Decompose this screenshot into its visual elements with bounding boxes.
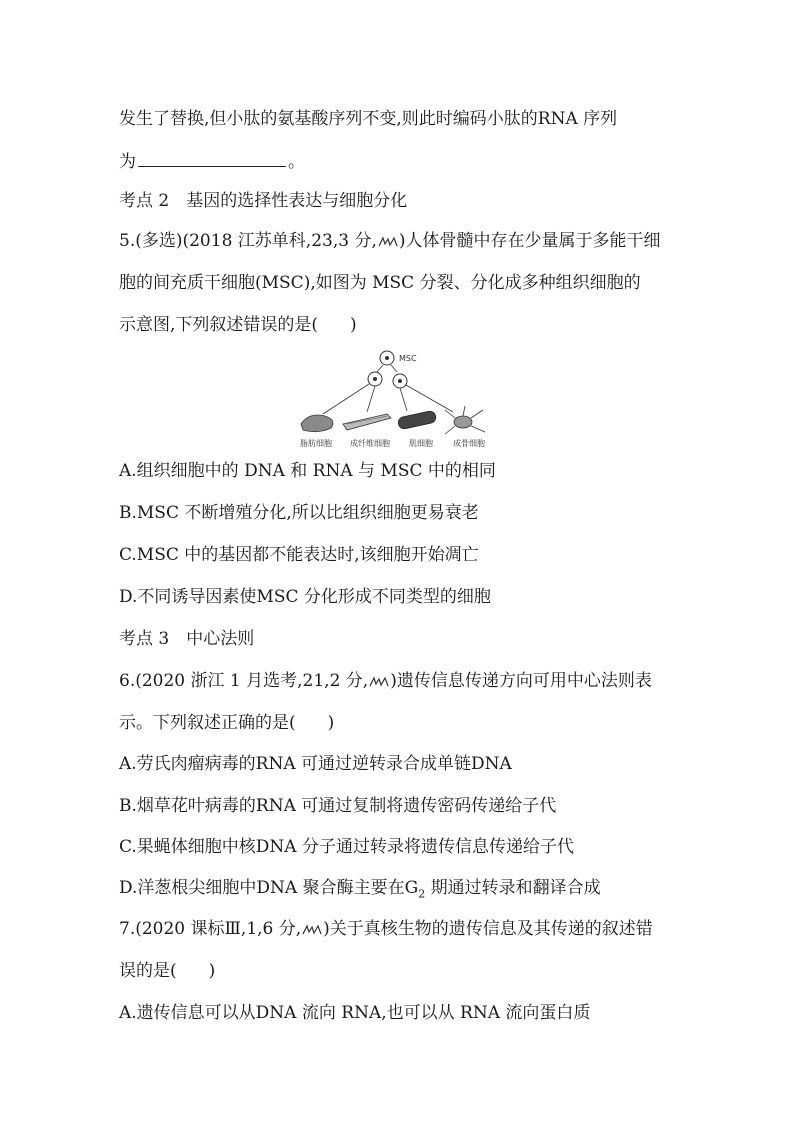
muscle-cell-icon: [397, 410, 437, 430]
text: 为: [119, 152, 136, 172]
msc-label: MSC: [399, 354, 417, 363]
option-b: B.烟草花叶病毒的RNA 可通过复制将遗传密码传递给子代: [119, 796, 557, 816]
cell-label: 肌细胞: [409, 439, 433, 448]
option-d: D.不同诱导因素使MSC 分化形成不同类型的细胞: [119, 587, 491, 607]
text-line: 发生了替换,但小肽的氨基酸序列不变,则此时编码小肽的RNA 序列: [119, 109, 618, 129]
text: 示。下列叙述正确的是(: [119, 713, 296, 733]
text: 示意图,下列叙述错误的是(: [119, 315, 319, 335]
option-a: A.遗传信息可以从DNA 流向 RNA,也可以从 RNA 流向蛋白质: [119, 1003, 591, 1023]
text: 6.(2020 浙江 1 月选考,21,2 分,: [119, 671, 369, 691]
option-b: B.MSC 不断增殖分化,所以比组织细胞更易衰老: [119, 503, 479, 523]
question-5-stem: [119, 230, 661, 252]
difficulty-stars-icon: [368, 676, 390, 688]
fat-cell-icon: [301, 415, 333, 432]
question-6-stem-2: [119, 712, 334, 734]
text: )关于真核生物的遗传信息及其传递的叙述错: [323, 919, 653, 939]
cell-label: 脂肪细胞: [300, 439, 332, 448]
option-d: [119, 877, 601, 905]
text: 5.(多选)(2018 江苏单科,23,3 分,: [119, 231, 377, 251]
osteocyte-icon: [445, 406, 485, 434]
question-6-stem: [119, 670, 652, 692]
text: ): [350, 315, 357, 335]
cell-label: 成骨细胞: [453, 439, 485, 448]
answer-blank[interactable]: [138, 150, 286, 167]
option-a: A.劳氏肉瘤病毒的RNA 可通过逆转录合成单链DNA: [119, 754, 512, 774]
question-5-stem-3: [119, 314, 357, 336]
text: )人体骨髓中存在少量属于多能干细: [398, 231, 661, 251]
subscript: 2: [418, 887, 426, 901]
text: ): [327, 713, 335, 733]
msc-differentiation-diagram: [295, 348, 500, 450]
section-heading: 考点 3 中心法则: [119, 629, 255, 649]
text: 7.(2020 课标Ⅲ,1,6 分,: [119, 919, 302, 939]
text: )遗传信息传递方向可用中心法则表: [390, 671, 652, 691]
section-heading: 考点 2 基因的选择性表达与细胞分化: [119, 191, 408, 211]
question-7-stem-2: [119, 960, 215, 982]
difficulty-stars-icon: [301, 924, 323, 936]
text: 。: [288, 152, 305, 172]
question-5-stem-2: 胞的间充质干细胞(MSC),如图为 MSC 分裂、分化成多种组织细胞的: [119, 273, 641, 293]
cell-label: 成纤维细胞: [350, 439, 390, 448]
text: 误的是(: [119, 961, 177, 981]
question-7-stem: [119, 918, 653, 940]
text: ): [208, 961, 216, 981]
option-a: A.组织细胞中的 DNA 和 RNA 与 MSC 中的相同: [119, 461, 496, 481]
difficulty-stars-icon: [377, 236, 399, 248]
option-c: C.MSC 中的基因都不能表达时,该细胞开始凋亡: [119, 545, 479, 565]
text: 期通过转录和翻译合成: [425, 878, 601, 898]
option-c: C.果蝇体细胞中核DNA 分子通过转录将遗传信息传递给子代: [119, 837, 574, 857]
text: D.洋葱根尖细胞中DNA 聚合酶主要在G: [119, 878, 419, 898]
fill-blank-line: [119, 150, 305, 173]
